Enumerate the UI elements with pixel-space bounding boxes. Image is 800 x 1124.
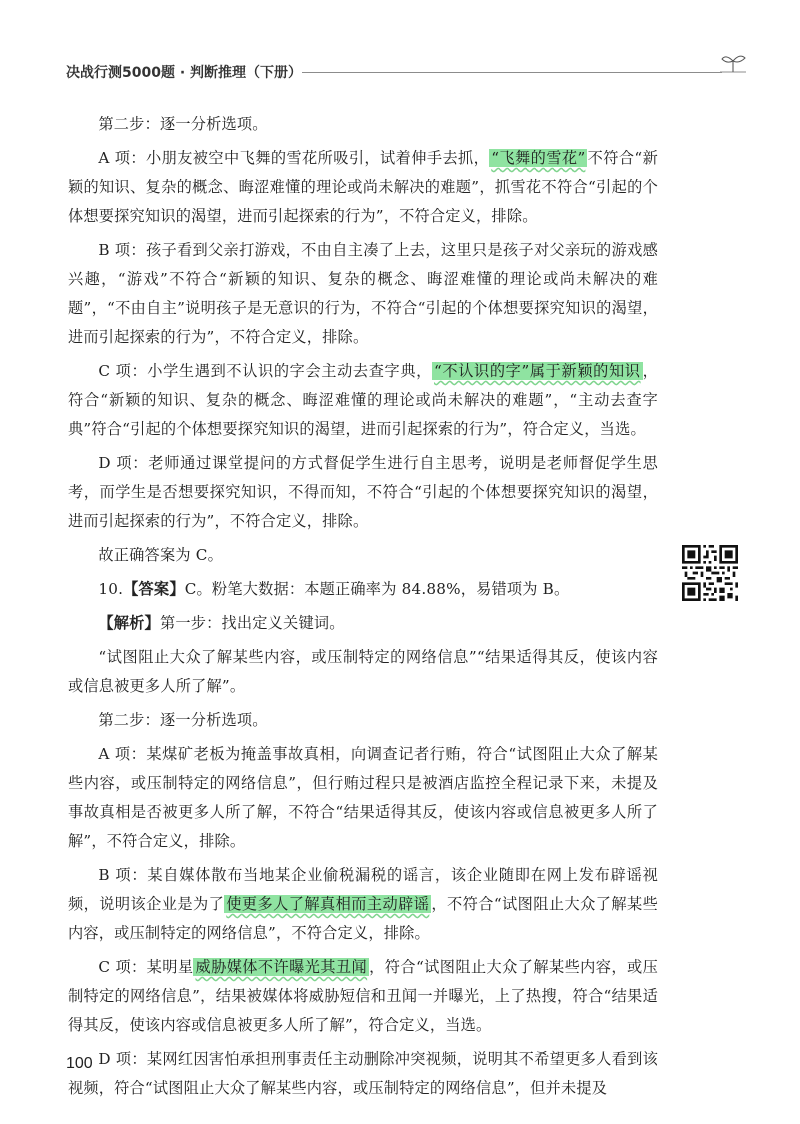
option-b-analysis: B 项：孩子看到父亲打游戏，不由自主凑了上去，这里只是孩子对父亲玩的游戏感兴趣，“游戏”不符合“新颖的知识、复杂的概念、晦涩难懂的理论或尚未解决的难题”，“不由自主”说明孩子是无意识的行为，不符合“引起的个体想要探究知识的渴望，进而引起探索的行为”，不符合定义，排除。: [68, 241, 658, 346]
option-d-analysis: D 项：老师通过课堂提问的方式督促学生进行自主思考，说明是老师督促学生思考，而学生是否想要探究知识，不得而知，不符合“引起的个体想要探究知识的渴望，进而引起探索的行为”，不符合定义，排除。: [68, 454, 658, 530]
highlight-text: “不认识的字”属于新颖的知识: [434, 362, 641, 380]
definition-keywords: “试图阻止大众了解某些内容，或压制特定的网络信息”“结果适得其反，使该内容或信息被更多人所了解”。: [68, 648, 658, 695]
option-c-analysis: C 项：某明星 威胁媒体不许曝光其丑闻 ，符合“试图阻止大众了解某些内容，或压制特定的网络信息”，结果被媒体将威胁短信和丑闻一并曝光，上了热搜，符合“结果适得其反，使该内容或信息被更多人所了解”，符合定义，当选。: [68, 958, 658, 1034]
answer-label: 【答案】: [123, 580, 185, 598]
qr-code-icon[interactable]: [682, 545, 738, 601]
analysis-heading: 【解析】第一步：找出定义关键词。: [98, 614, 345, 632]
header-rule: [302, 72, 722, 73]
option-d-analysis: D 项：某网红因害怕承担刑事责任主动删除冲突视频，说明其不希望更多人看到该视频，符合“试图阻止大众了解某些内容，或压制特定的网络信息”，但并未提及: [68, 1050, 658, 1097]
highlight-text: 使更多人了解真相而主动辟谣: [226, 895, 430, 913]
step-heading: 第二步：逐一分析选项。: [98, 115, 268, 133]
running-header: [66, 62, 756, 88]
option-c-analysis: C 项：小学生遇到不认识的字会主动去查字典， “不认识的字”属于新颖的知识 ，符合“新颖的知识、复杂的概念、晦涩难懂的理论或尚未解决的难题”，“主动去查字典”符合“引起的个体想要探究知识的渴望，进而引起探索的行为”，符合定义，当选。: [68, 362, 658, 438]
page-number: 100: [66, 1055, 93, 1072]
answer-conclusion: 故正确答案为 C。: [98, 546, 223, 564]
analysis-label: 【解析】: [98, 614, 160, 632]
sprout-icon: [716, 50, 750, 80]
highlight-text: “飞舞的雪花”: [491, 149, 586, 167]
step-heading: 第二步：逐一分析选项。: [98, 711, 268, 729]
option-a-analysis: A 项：小朋友被空中飞舞的雪花所吸引，试着伸手去抓， “飞舞的雪花” 不符合“新颖的知识、复杂的概念、晦涩难懂的理论或尚未解决的难题”，抓雪花不符合“引起的个体想要探究知识的渴望，进而引起探索的行为”，不符合定义，排除。: [68, 149, 658, 225]
option-b-analysis: B 项：某自媒体散布当地某企业偷税漏税的谣言，该企业随即在网上发布辟谣视频，说明该企业是为了 使更多人了解真相而主动辟谣 ，不符合“试图阻止大众了解某些内容，或压制特定的网络信息”，不符合定义，排除。: [68, 866, 659, 942]
question-answer: 10.【答案】C。粉笔大数据：本题正确率为 84.88%，易错项为 B。: [98, 580, 570, 598]
option-a-analysis: A 项：某煤矿老板为掩盖事故真相，向调查记者行贿，符合“试图阻止大众了解某些内容，或压制特定的网络信息”，但行贿过程只是被酒店监控全程记录下来，未提及事故真相是否被更多人所了解，不符合“结果适得其反，使该内容或信息被更多人所了解”，不符合定义，排除。: [68, 745, 658, 850]
highlight-text: 威胁媒体不许曝光其丑闻: [195, 958, 368, 976]
page-body: [68, 110, 658, 1108]
book-title: 决战行测5000题 · 判断推理（下册）: [66, 65, 303, 81]
